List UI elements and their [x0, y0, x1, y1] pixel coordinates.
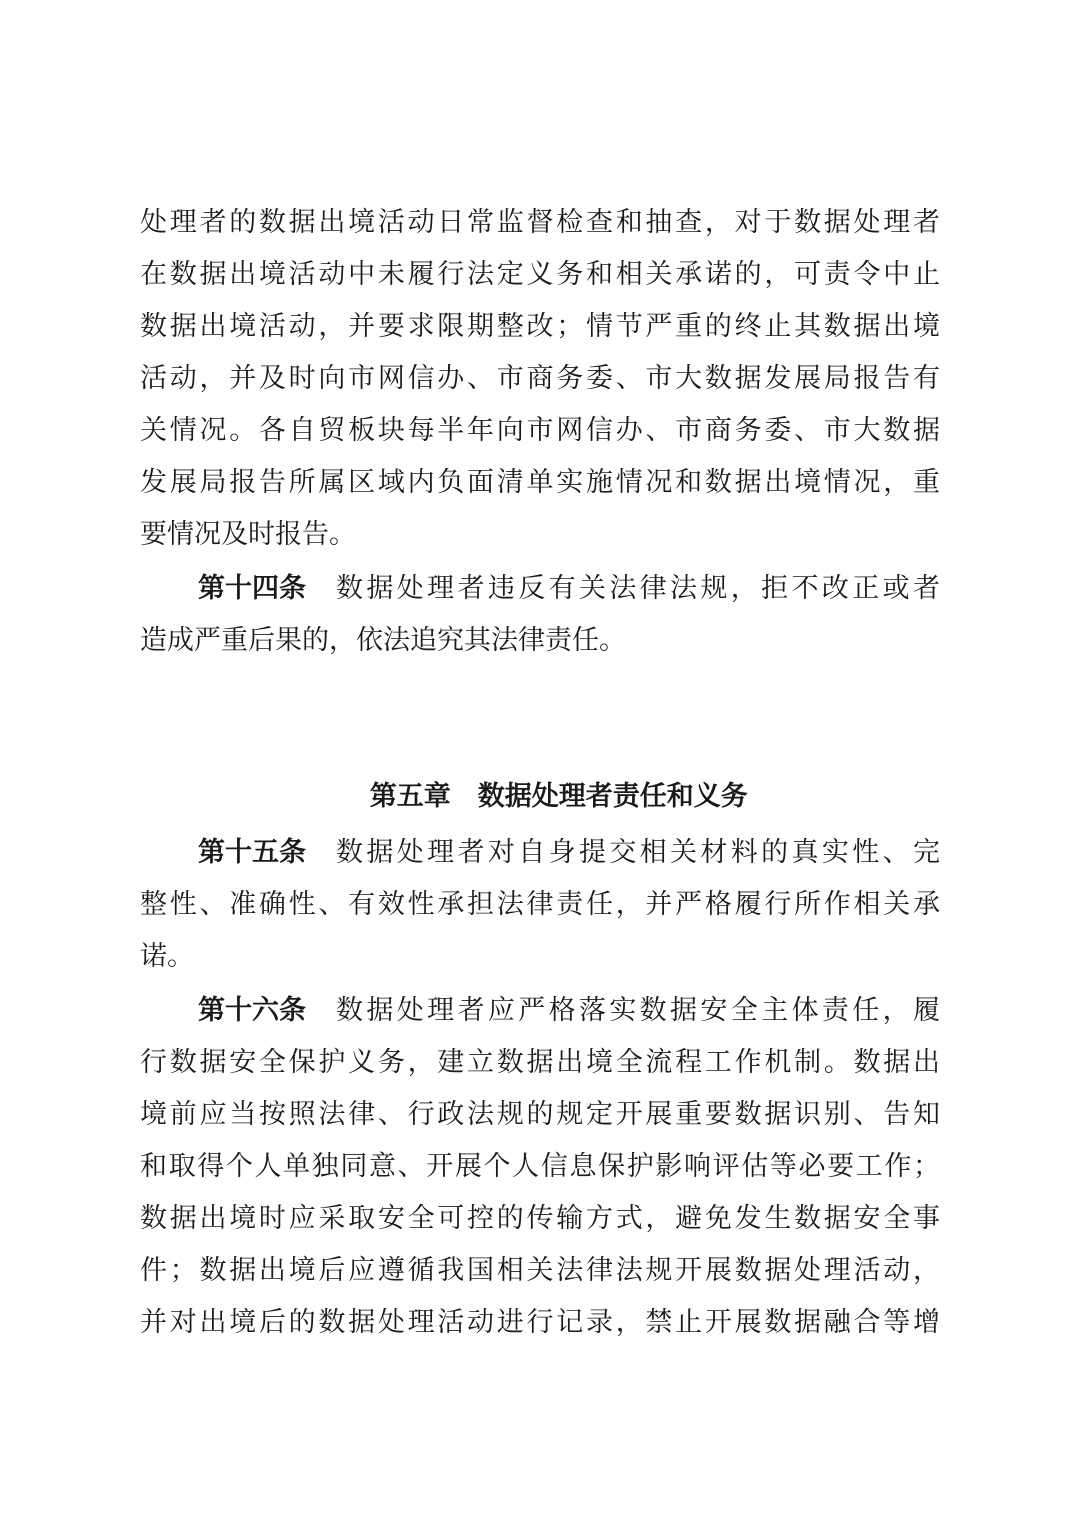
article-15-title: 第十五条 [198, 837, 306, 868]
paragraph-line: 诺。 [140, 941, 194, 972]
article-15-text: 数据处理者对自身提交相关材料的真实性、完 [336, 837, 940, 868]
paragraph-line: 在数据出境活动中未履行法定义务和相关承诺的，可责令中止 [140, 259, 940, 290]
paragraph-line: 并对出境后的数据处理活动进行记录，禁止开展数据融合等增 [140, 1307, 940, 1338]
article-14-title: 第十四条 [198, 573, 306, 604]
chapter-title: 数据处理者责任和义务 [477, 781, 748, 812]
paragraph-line: 数据出境时应采取安全可控的传输方式，避免发生数据安全事 [140, 1203, 940, 1234]
article-16-title: 第十六条 [198, 995, 306, 1026]
paragraph-line: 数据出境活动，并要求限期整改；情节严重的终止其数据出境 [140, 311, 940, 342]
chapter-number: 第五章 [369, 781, 451, 812]
paragraph-line: 造成严重后果的，依法追究其法律责任。 [140, 625, 626, 656]
article-14-first-line [140, 563, 940, 615]
paragraph-line: 发展局报告所属区域内负面清单实施情况和数据出境情况，重 [140, 467, 940, 498]
paragraph-line: 要情况及时报告。 [140, 519, 356, 550]
article-15-first-line [140, 827, 940, 879]
article-16-first-line [140, 985, 940, 1037]
article-16-text: 数据处理者应严格落实数据安全主体责任，履 [336, 995, 940, 1026]
article-14-text: 数据处理者违反有关法律法规，拒不改正或者 [336, 573, 940, 604]
paragraph-line: 和取得个人单独同意、开展个人信息保护影响评估等必要工作； [140, 1151, 940, 1182]
paragraph-line: 整性、准确性、有效性承担法律责任，并严格履行所作相关承 [140, 889, 940, 920]
paragraph-line: 行数据安全保护义务，建立数据出境全流程工作机制。数据出 [140, 1047, 940, 1078]
paragraph-line: 活动，并及时向市网信办、市商务委、市大数据发展局报告有 [140, 363, 940, 394]
chapter-heading [140, 719, 940, 812]
paragraph-line: 关情况。各自贸板块每半年向市网信办、市商务委、市大数据 [140, 415, 940, 446]
paragraph-line: 件；数据出境后应遵循我国相关法律法规开展数据处理活动， [140, 1255, 940, 1286]
paragraph-line: 境前应当按照法律、行政法规的规定开展重要数据识别、告知 [140, 1099, 940, 1130]
paragraph-line: 处理者的数据出境活动日常监督检查和抽查，对于数据处理者 [140, 207, 940, 238]
